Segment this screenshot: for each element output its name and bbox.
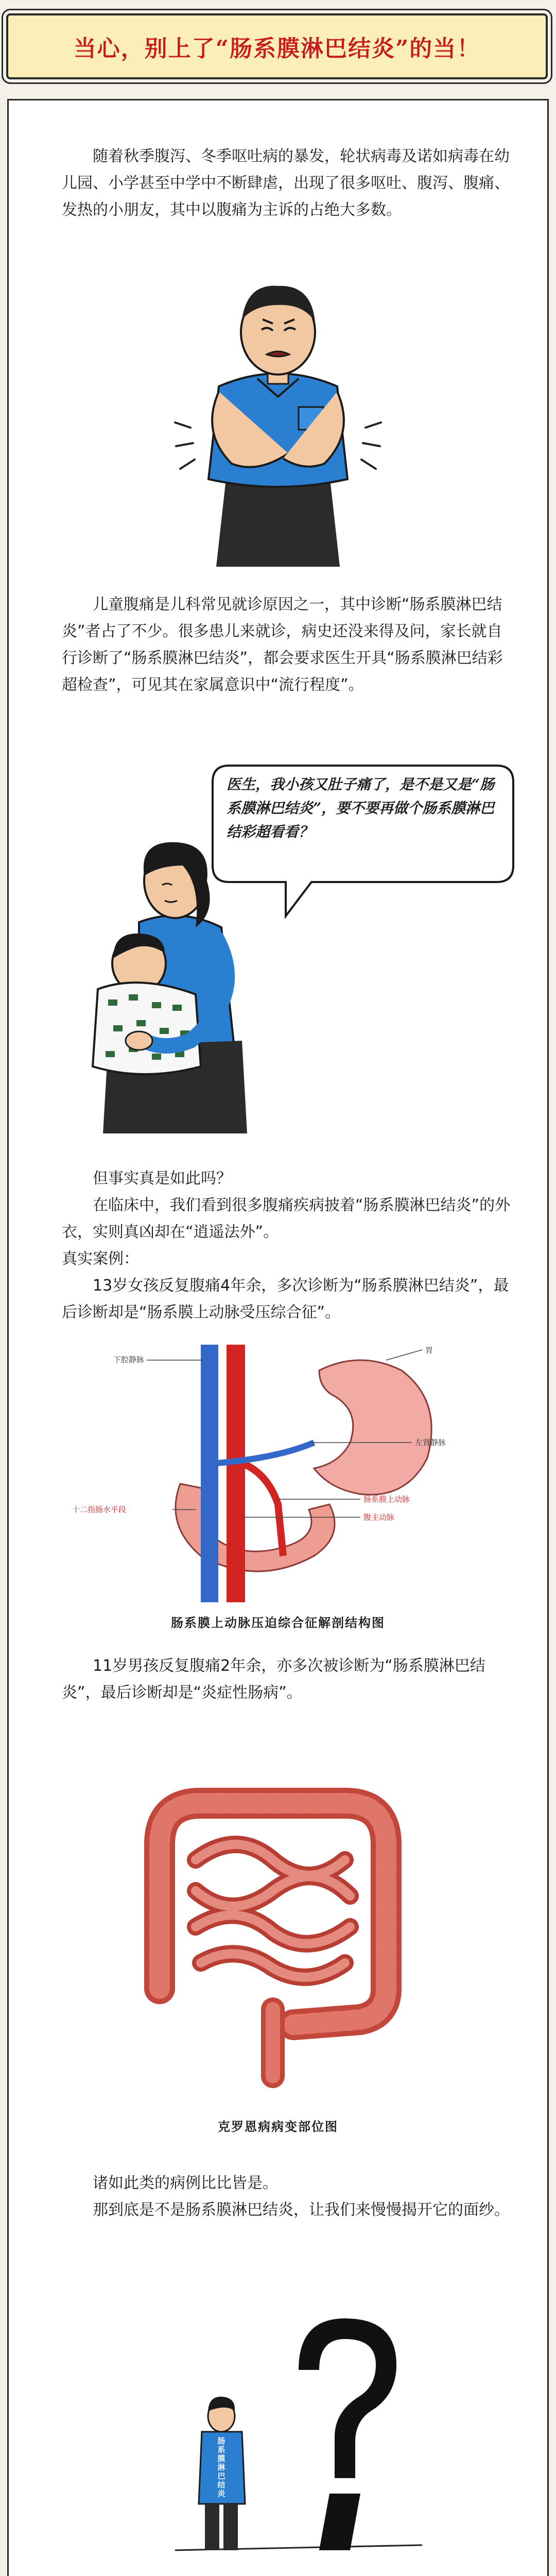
intro-paragraph: 随着秋季腹泻、冬季呕吐病的暴发，轮状病毒及诺如病毒在幼儿园、小学甚至中学中不断肆虐，出现了很多呕吐、腹泻、腹痛、发热的小朋友，其中以腹痛为主诉的占绝大多数。 — [62, 147, 510, 219]
mother-child-illustration — [62, 824, 268, 1133]
label-stomach: 胃 — [425, 1346, 433, 1355]
case1-paragraph: 13岁女孩反复腹痛4年余，多次诊断为“肠系膜淋巴结炎”，最后诊断却是“肠系膜上动脉受压综合征”。 — [62, 1277, 509, 1321]
title-banner — [6, 13, 548, 79]
case2-paragraph: 11岁男孩反复腹痛2年余，亦多次被诊断为“肠系膜淋巴结炎”，最后诊断却是“炎症性肠病”。 — [62, 1657, 485, 1702]
case-heading: 真实案例： — [62, 1250, 139, 1268]
sma-diagram-labels — [72, 1340, 484, 1607]
reveal-paragraph: 那到底是不是肠系膜淋巴结炎，让我们来慢慢揭开它的面纱。 — [93, 2201, 510, 2219]
label-duodenum: 十二指肠水平段 — [72, 1505, 127, 1514]
label-aorta: 腹主动脉 — [363, 1513, 395, 1522]
anatomy-caption: 肠系膜上动脉压迫综合征解剖结构图 — [171, 1615, 385, 1630]
shirt-sign-text: 肠系膜淋巴结炎 — [217, 2436, 225, 2498]
intestine-illustration — [118, 1772, 427, 2092]
sick-boy-illustration — [170, 258, 386, 567]
question-line: 但事实真是如此吗？ — [93, 1170, 232, 1188]
question-mark-shape — [299, 2318, 396, 2478]
label-sma: 肠系膜上动脉 — [363, 1495, 410, 1504]
question-mark-figure — [165, 2308, 432, 2576]
many-cases-line: 诸如此类的病例比比皆是。 — [93, 2174, 278, 2192]
question-dot-shape — [319, 2494, 360, 2550]
clinic-paragraph: 在临床中，我们看到很多腹痛疾病披着“肠系膜淋巴结炎”的外衣，实则真凶却在“逍遥法外”。 — [62, 1196, 511, 1241]
label-ivc: 下腔静脉 — [113, 1355, 145, 1364]
incidence-paragraph: 儿童腹痛是儿科常见就诊原因之一，其中诊断“肠系膜淋巴结炎”者占了不少。很多患儿来就诊，病史还没来得及问，家长就自行诊断了“肠系膜淋巴结炎”，都会要求医生开具“肠系膜淋巴结彩超检查”，可见其在家属意识中“流行程度”。 — [62, 596, 503, 694]
page-title: 当心，别上了“肠系膜淋巴结炎”的当！ — [73, 36, 481, 62]
speech-text: 医生，我小孩又肚子痛了，是不是又是“肠系膜淋巴结炎”，要不要再做个肠系膜淋巴结彩超看看？ — [227, 776, 495, 840]
label-lrv: 左肾静脉 — [415, 1438, 446, 1447]
crohn-caption: 克罗恩病病变部位图 — [218, 2119, 338, 2134]
